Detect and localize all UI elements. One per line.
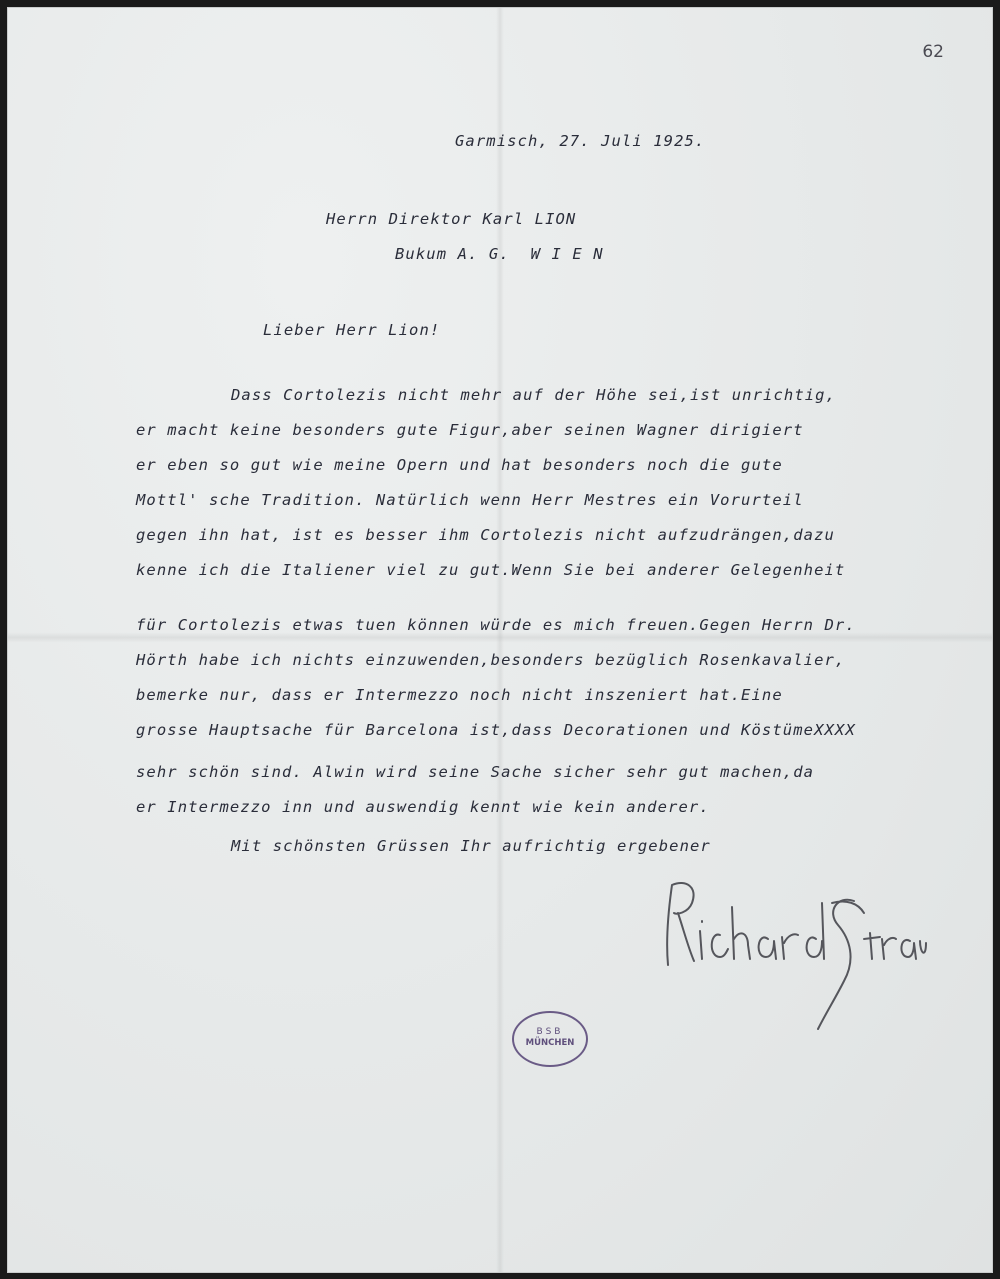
body-line: kenne ich die Italiener viel zu gut.Wenn Sie bei anderer Gelegenheit	[136, 561, 846, 579]
body-line: bemerke nur, dass er Intermezzo noch nicht inszeniert hat.Eine	[136, 686, 783, 704]
body-line: sehr schön sind. Alwin wird seine Sache sicher sehr gut machen,da	[136, 763, 815, 781]
handwritten-signature	[658, 873, 928, 1043]
body-line: grosse Hauptsache für Barcelona ist,dass Decorationen und KöstümeXXXX	[136, 721, 856, 739]
library-stamp	[512, 1011, 588, 1067]
stamp-line-2: MÜNCHEN	[525, 1038, 575, 1048]
body-line: Mottl' sche Tradition. Natürlich wenn Herr Mestres ein Vorurteil	[136, 491, 804, 509]
page-number: 62	[922, 42, 944, 62]
body-line: Hörth habe ich nichts einzuwenden,besonders bezüglich Rosenkavalier,	[136, 651, 846, 669]
body-line: er macht keine besonders gute Figur,aber seinen Wagner dirigiert	[136, 421, 804, 439]
date-line: Garmisch, 27. Juli 1925.	[455, 132, 706, 150]
body-line: er eben so gut wie meine Opern und hat besonders noch die gute	[136, 456, 783, 474]
salutation: Lieber Herr Lion!	[263, 321, 441, 339]
body-line: Dass Cortolezis nicht mehr auf der Höhe sei,ist unrichtig,	[231, 386, 837, 404]
recipient-line-1: Herrn Direktor Karl LION	[326, 210, 577, 228]
letter-page	[7, 7, 993, 1273]
body-line: er Intermezzo inn und auswendig kennt wie kein anderer.	[136, 798, 710, 816]
closing-line: Mit schönsten Grüssen Ihr aufrichtig ergebener	[231, 837, 711, 855]
body-line: gegen ihn hat, ist es besser ihm Cortolezis nicht aufzudrängen,dazu	[136, 526, 835, 544]
body-line: für Cortolezis etwas tuen können würde es mich freuen.Gegen Herrn Dr.	[136, 616, 856, 634]
recipient-line-2: Bukum A. G. W I E N	[395, 245, 604, 263]
stamp-line-1: BSB	[536, 1027, 564, 1037]
